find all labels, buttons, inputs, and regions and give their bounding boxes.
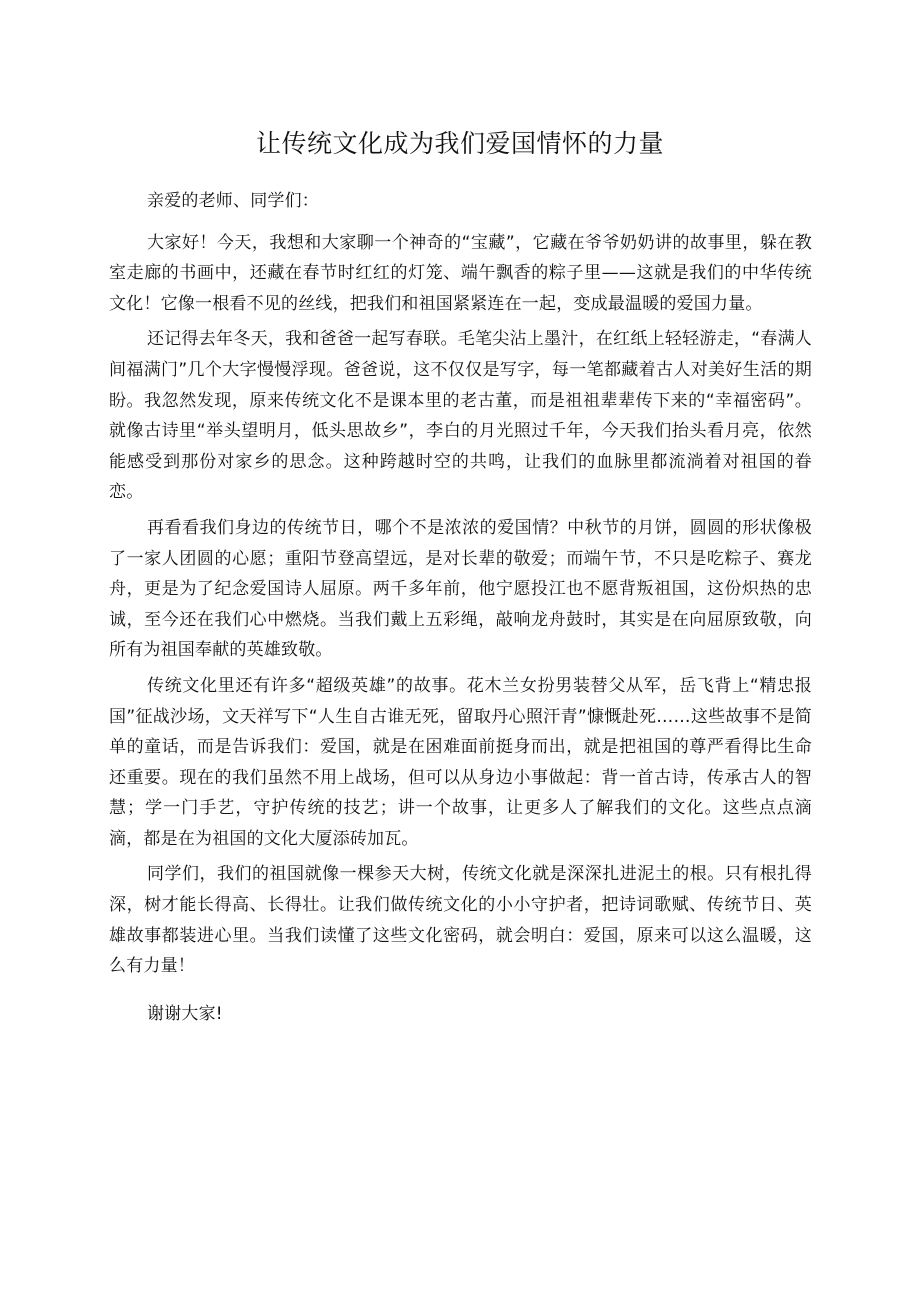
paragraph-festivals: 再看看我们身边的传统节日，哪个不是浓浓的爱国情？中秋节的月饼，圆圆的形状像极了一家人团圆的心愿；重阳节登高望远，是对长辈的敬爱；而端午节，不只是吃粽子、赛龙舟，更是为了纪念爱国诗人屈原。两千多年前，他宁愿投江也不愿背叛祖国，这份炽热的忠诚，至今还在我们心中燃烧。当我们戴上五彩绳，敲响龙舟鼓时，其实是在向屈原致敬，向所有为祖国奉献的英雄致敬。 [109, 517, 812, 661]
document-title: 让传统文化成为我们爱国情怀的力量 [255, 129, 664, 158]
paragraph-conclusion: 同学们，我们的祖国就像一棵参天大树，传统文化就是深深扎进泥土的根。只有根扎得深，树才能长得高、长得壮。让我们做传统文化的小小守护者，把诗词歌赋、传统节日、英雄故事都装进心里。当我们读懂了这些文化密码，就会明白：爱国，原来可以这么温暖，这么有力量！ [109, 864, 812, 977]
closing-thanks: 谢谢大家! [147, 1003, 223, 1024]
speech-body [109, 186, 812, 1029]
paragraph-spring-couplets: 还记得去年冬天，我和爸爸一起写春联。毛笔尖沾上墨汁，在红纸上轻轻游走，“春满人间福满门”几个大字慢慢浮现。爸爸说，这不仅仅是写字，每一笔都藏着古人对美好生活的期盼。我忽然发现，原来传统文化不是课本里的老古董，而是祖祖辈辈传下来的“幸福密码”。就像古诗里“举头望明月，低头思故乡”，李白的月光照过千年，今天我们抬头看月亮，依然能感受到那份对家乡的思念。这种跨越时空的共鸣，让我们的血脉里都流淌着对祖国的眷恋。 [109, 329, 812, 503]
paragraph-greeting: 大家好！今天，我想和大家聊一个神奇的“宝藏”，它藏在爷爷奶奶讲的故事里，躲在教室走廊的书画中，还藏在春节时红红的灯笼、端午飘香的粽子里——这就是我们的中华传统文化！它像一根看不见的丝线，把我们和祖国紧紧连在一起，变成最温暖的爱国力量。 [109, 232, 812, 314]
paragraph-heroes: 传统文化里还有许多“超级英雄”的故事。花木兰女扮男装替父从军，岳飞背上“精忠报国”征战沙场，文天祥写下“人生自古谁无死，留取丹心照汗青”慷慨赴死……这些故事不是简单的童话，而是告诉我们：爱国，就是在困难面前挺身而出，就是把祖国的尊严看得比生命还重要。现在的我们虽然不用上战场，但可以从身边小事做起：背一首古诗，传承古人的智慧；学一门手艺，守护传统的技艺；讲一个故事，让更多人了解我们的文化。这些点点滴滴，都是在为祖国的文化大厦添砖加瓦。 [109, 675, 812, 849]
salutation: 亲爱的老师、同学们： [147, 191, 319, 211]
